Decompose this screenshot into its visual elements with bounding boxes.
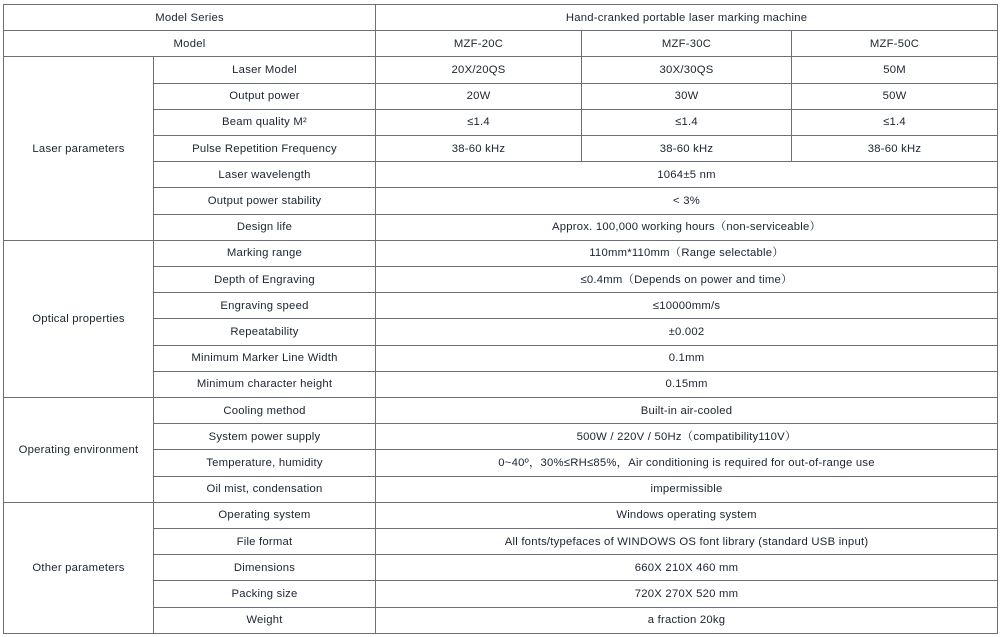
group-label-3: Operating environment bbox=[4, 398, 154, 503]
parameter-value: 30X/30QS bbox=[582, 57, 792, 83]
parameter-value: 30W bbox=[582, 83, 792, 109]
group-label-2: Optical properties bbox=[4, 240, 154, 397]
parameter-value: ≤1.4 bbox=[582, 109, 792, 135]
spec-row bbox=[4, 214, 998, 240]
parameter-value: 1064±5 nm bbox=[376, 162, 998, 188]
spec-row bbox=[4, 502, 998, 528]
spec-row bbox=[4, 267, 998, 293]
spec-row bbox=[4, 188, 998, 214]
parameter-name: Temperature, humidity bbox=[154, 450, 376, 476]
parameter-name: File format bbox=[154, 529, 376, 555]
spec-row bbox=[4, 240, 998, 266]
group-label-4: Other parameters bbox=[4, 502, 154, 633]
parameter-value: 0.1mm bbox=[376, 345, 998, 371]
parameter-value: 50W bbox=[792, 83, 998, 109]
header-row-series bbox=[4, 5, 998, 31]
parameter-value: ±0.002 bbox=[376, 319, 998, 345]
spec-row bbox=[4, 345, 998, 371]
model-series-label: Model Series bbox=[4, 5, 376, 31]
spec-row bbox=[4, 83, 998, 109]
model-label: Model bbox=[4, 31, 376, 57]
parameter-name: Minimum character height bbox=[154, 371, 376, 397]
parameter-value: 20X/20QS bbox=[376, 57, 582, 83]
parameter-value: 500W / 220V / 50Hz（compatibility110V） bbox=[376, 424, 998, 450]
spec-row bbox=[4, 162, 998, 188]
parameter-value: ≤10000mm/s bbox=[376, 293, 998, 319]
parameter-name: Packing size bbox=[154, 581, 376, 607]
parameter-name: Marking range bbox=[154, 240, 376, 266]
parameter-name: Operating system bbox=[154, 502, 376, 528]
parameter-value: 38-60 kHz bbox=[582, 136, 792, 162]
parameter-name: Beam quality M² bbox=[154, 109, 376, 135]
parameter-value: 0.15mm bbox=[376, 371, 998, 397]
parameter-name: Output power stability bbox=[154, 188, 376, 214]
parameter-name: Output power bbox=[154, 83, 376, 109]
spec-row bbox=[4, 607, 998, 633]
parameter-name: Oil mist, condensation bbox=[154, 476, 376, 502]
parameter-value: 38-60 kHz bbox=[792, 136, 998, 162]
specification-table bbox=[3, 4, 998, 634]
spec-row bbox=[4, 136, 998, 162]
parameter-name: Laser Model bbox=[154, 57, 376, 83]
product-title: Hand-cranked portable laser marking machine bbox=[376, 5, 998, 31]
parameter-value: 720X 270X 520 mm bbox=[376, 581, 998, 607]
parameter-value: 38-60 kHz bbox=[376, 136, 582, 162]
spec-row bbox=[4, 555, 998, 581]
parameter-value: All fonts/typefaces of WINDOWS OS font library (standard USB input) bbox=[376, 529, 998, 555]
parameter-value: ≤1.4 bbox=[792, 109, 998, 135]
model-name-1: MZF-20C bbox=[376, 31, 582, 57]
spec-row bbox=[4, 476, 998, 502]
parameter-value: < 3% bbox=[376, 188, 998, 214]
parameter-name: Engraving speed bbox=[154, 293, 376, 319]
parameter-name: Dimensions bbox=[154, 555, 376, 581]
spec-row bbox=[4, 109, 998, 135]
spec-row bbox=[4, 293, 998, 319]
parameter-name: Repeatability bbox=[154, 319, 376, 345]
group-label-1: Laser parameters bbox=[4, 57, 154, 240]
model-name-2: MZF-30C bbox=[582, 31, 792, 57]
parameter-name: Weight bbox=[154, 607, 376, 633]
spec-row bbox=[4, 529, 998, 555]
spec-row bbox=[4, 424, 998, 450]
parameter-value: ≤1.4 bbox=[376, 109, 582, 135]
parameter-name: Laser wavelength bbox=[154, 162, 376, 188]
parameter-value: Approx. 100,000 working hours（non-serviceable） bbox=[376, 214, 998, 240]
parameter-name: Pulse Repetition Frequency bbox=[154, 136, 376, 162]
parameter-value: 20W bbox=[376, 83, 582, 109]
parameter-name: Minimum Marker Line Width bbox=[154, 345, 376, 371]
parameter-value: Windows operating system bbox=[376, 502, 998, 528]
parameter-value: 660X 210X 460 mm bbox=[376, 555, 998, 581]
parameter-value: Built-in air-cooled bbox=[376, 398, 998, 424]
header-row-model bbox=[4, 31, 998, 57]
spec-row bbox=[4, 450, 998, 476]
parameter-value: 110mm*110mm（Range selectable） bbox=[376, 240, 998, 266]
parameter-value: ≤0.4mm（Depends on power and time） bbox=[376, 267, 998, 293]
parameter-name: Cooling method bbox=[154, 398, 376, 424]
spec-row bbox=[4, 57, 998, 83]
parameter-value: 0~40º，30%≤RH≤85%，Air conditioning is required for out-of-range use bbox=[376, 450, 998, 476]
parameter-name: Depth of Engraving bbox=[154, 267, 376, 293]
spec-row bbox=[4, 581, 998, 607]
spec-row bbox=[4, 371, 998, 397]
parameter-value: a fraction 20kg bbox=[376, 607, 998, 633]
parameter-name: System power supply bbox=[154, 424, 376, 450]
parameter-value: 50M bbox=[792, 57, 998, 83]
spec-row bbox=[4, 398, 998, 424]
spec-row bbox=[4, 319, 998, 345]
parameter-value: impermissible bbox=[376, 476, 998, 502]
model-name-3: MZF-50C bbox=[792, 31, 998, 57]
parameter-name: Design life bbox=[154, 214, 376, 240]
